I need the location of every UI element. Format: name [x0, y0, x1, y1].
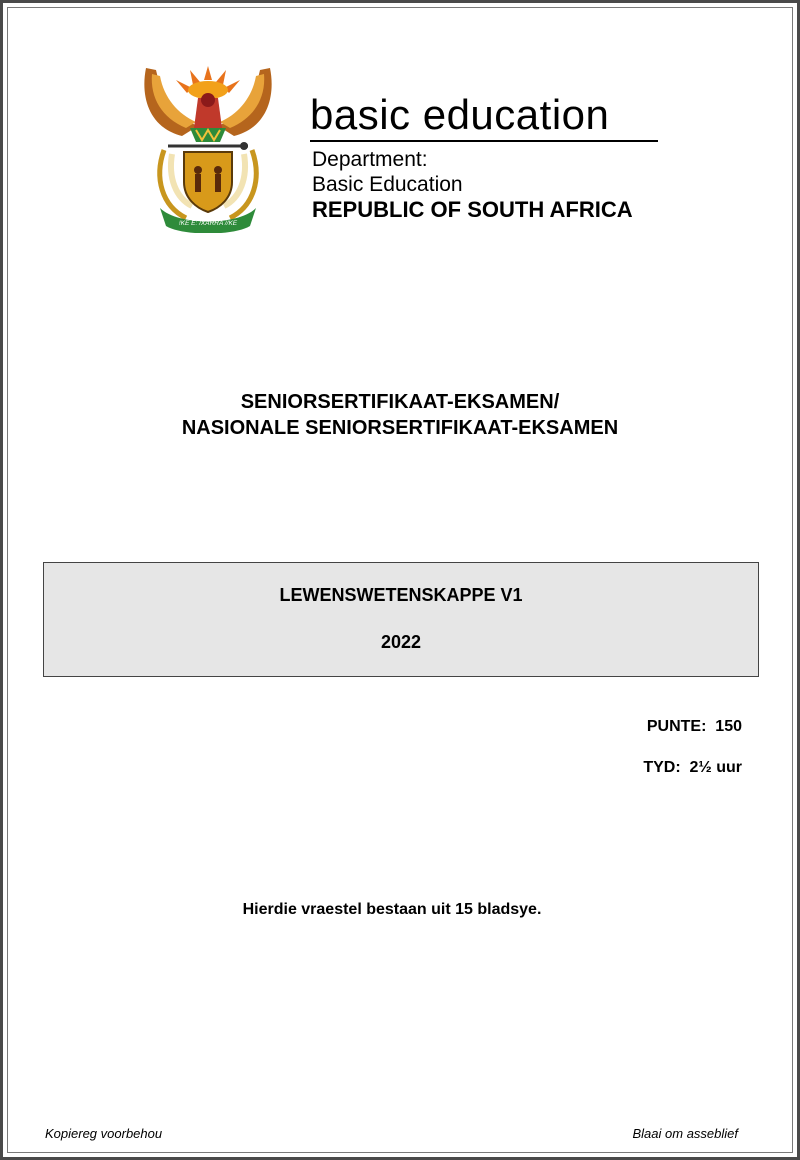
exam-year: 2022 — [380, 632, 422, 652]
brand-divider — [310, 140, 658, 142]
department-label: Department: — [312, 148, 428, 171]
copyright-note: Kopiereg voorbehou — [45, 1126, 163, 1141]
department-unit: Basic Education — [312, 173, 463, 196]
emblem-motto: !KE E: /XARRA //KE — [178, 220, 238, 227]
turn-over-note: Blaai om asseblief — [632, 1126, 738, 1141]
paper-title-box — [43, 562, 759, 677]
page-count-note: Hierdie vraestel bestaan uit 15 bladsye. — [242, 901, 542, 918]
country-name: REPUBLIC OF SOUTH AFRICA — [312, 197, 633, 222]
exam-title-line-2: NASIONALE SENIORSERTIFIKAAT-EKSAMEN — [181, 417, 619, 439]
exam-title-line-1: SENIORSERTIFIKAAT-EKSAMEN/ — [240, 391, 560, 413]
subject-title: LEWENSWETENSKAPPE V1 — [279, 585, 523, 605]
brand-title: basic education — [310, 91, 610, 138]
total-marks: PUNTE: 150 — [646, 718, 742, 735]
coat-of-arms-icon — [138, 58, 278, 233]
exam-duration: TYD: 2½ uur — [643, 759, 742, 776]
